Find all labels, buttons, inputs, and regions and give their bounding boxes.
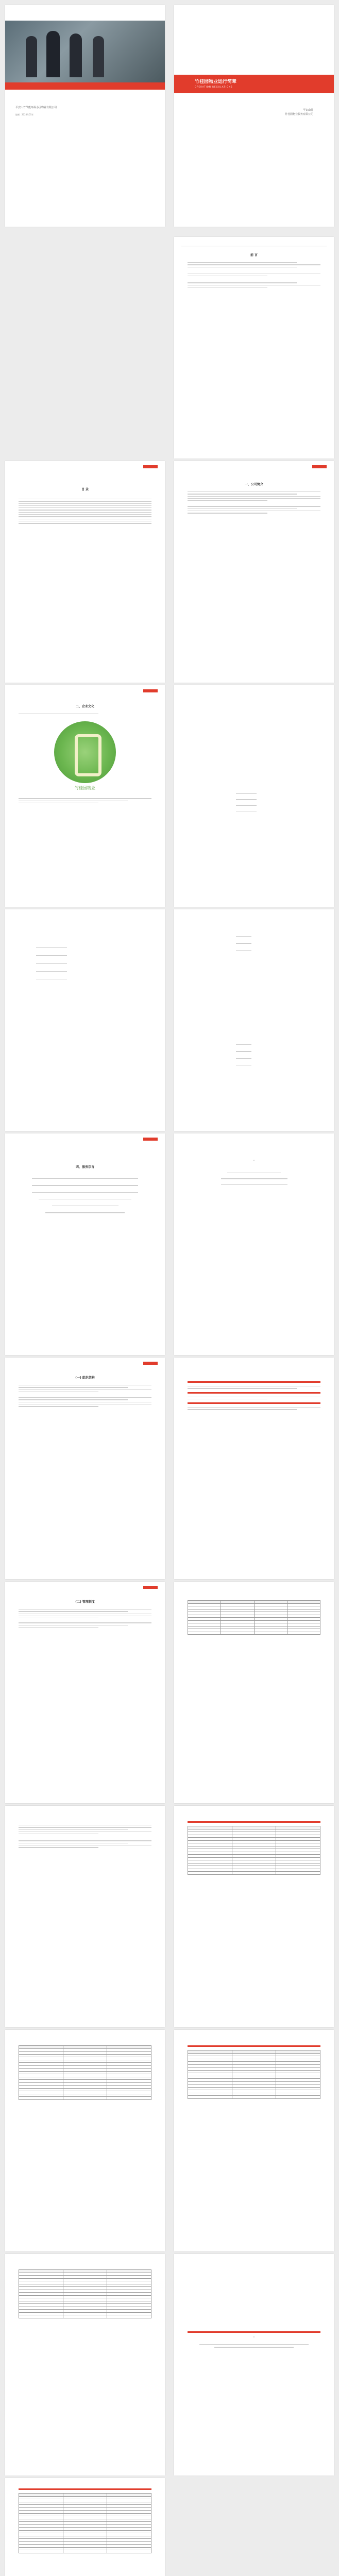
- logo-page: [5, 685, 165, 907]
- table-page-3: [5, 2030, 165, 2251]
- logo-page-title: 二、企业文化: [75, 705, 94, 708]
- cover-issuer: [285, 108, 313, 116]
- cover-badge: [174, 75, 334, 93]
- rules-page: [5, 1806, 165, 2027]
- table-page-1: [174, 1582, 334, 1803]
- toc-title: 目 录: [81, 488, 89, 492]
- issuer-line-2: 竹桂园物业服务有限公司: [284, 113, 313, 116]
- page-tag: [143, 465, 158, 468]
- service-right-page: ·: [174, 1133, 334, 1355]
- page-tag: [143, 689, 158, 692]
- org-right-page: [174, 1358, 334, 1579]
- management-title: (二) 管理制度: [75, 1600, 95, 1604]
- company-logo: [54, 721, 116, 783]
- data-table: [19, 2269, 151, 2318]
- data-table: [19, 2045, 151, 2100]
- page-tag: [143, 1138, 158, 1141]
- management-page: [5, 1582, 165, 1803]
- vision-right-page: [174, 909, 334, 1131]
- cover-photo: [5, 21, 165, 82]
- cover-badge-sub: OPERATION REGULATIONS: [195, 86, 233, 88]
- issuer-line-1: 平安山竹: [302, 109, 313, 112]
- page-header: [181, 242, 327, 246]
- org-page: [5, 1358, 165, 1579]
- preface-page: [174, 237, 334, 459]
- cover-page: [5, 5, 165, 227]
- page-tag: [312, 465, 327, 468]
- page-tag: [143, 1362, 158, 1365]
- page-tag: [143, 1586, 158, 1589]
- table-page-4: [174, 2030, 334, 2251]
- cover-band: [5, 82, 165, 90]
- closing-page: ·: [174, 2254, 334, 2476]
- org-title: (一) 组织架构: [75, 1376, 95, 1380]
- data-table: [188, 1826, 320, 1875]
- data-table: [188, 1600, 320, 1635]
- intro-title: 一、公司简介: [244, 483, 263, 486]
- cover-company: 平安山竹节能环保小区物业有限公司: [15, 106, 57, 109]
- logo-text: 竹桂园物业: [75, 786, 95, 791]
- toc-page: [5, 461, 165, 683]
- preface-title: 前 言: [250, 253, 258, 257]
- cover-badge-title: 竹桂园物业运行简章: [195, 79, 237, 84]
- intro-page: [174, 461, 334, 683]
- table-page-2: [174, 1806, 334, 2027]
- final-table-page: [5, 2478, 165, 2576]
- cover-right-page: [174, 5, 334, 227]
- data-table: [188, 2050, 320, 2099]
- service-page: [5, 1133, 165, 1355]
- signature-page: [174, 685, 334, 907]
- cover-date: 编制：2023年05年: [15, 113, 34, 116]
- vision-page: [5, 909, 165, 1131]
- data-table: [19, 2493, 151, 2553]
- table-page-5: [5, 2254, 165, 2476]
- service-title: 四、服务宗旨: [75, 1165, 94, 1169]
